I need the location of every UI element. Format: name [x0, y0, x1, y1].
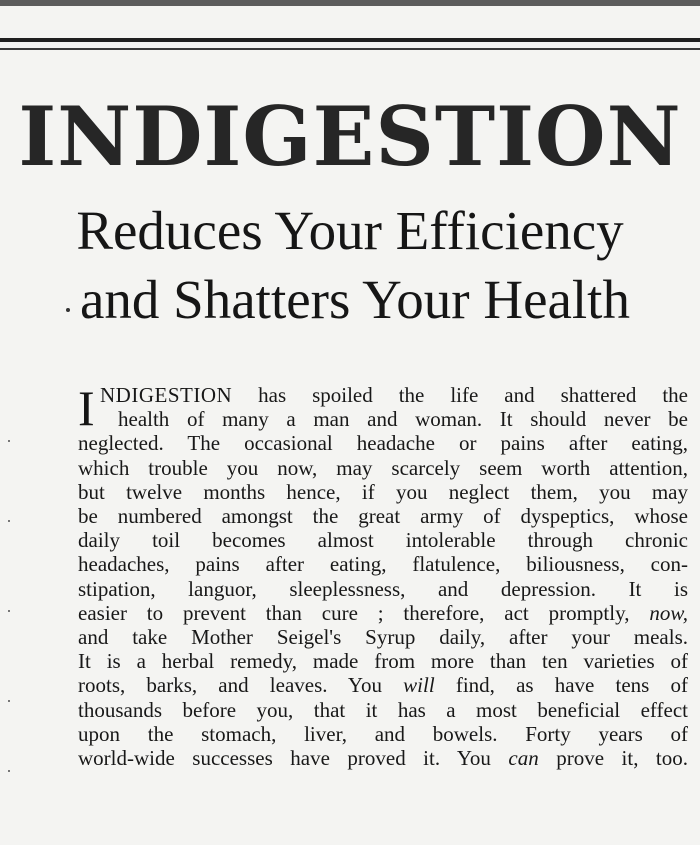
print-speck [8, 440, 10, 442]
body-line [78, 673, 688, 697]
body-line: but twelve months hence, if you neglect them, you may [78, 479, 688, 504]
body-line: upon the stomach, liver, and bowels. Forty years of [78, 721, 688, 746]
body-line-text: prove it, too. [556, 746, 689, 771]
body-line-text: has spoiled the life and shattered the [258, 383, 688, 407]
drop-cap: I [78, 380, 95, 436]
header-double-rule-upper [0, 38, 700, 42]
body-line: headaches, pains after eating, flatulence, biliousness, con- [78, 552, 688, 577]
body-line: health of many a man and woman. It should never be [118, 407, 688, 432]
body-line: neglected. The occasional headache or pains after eating, [78, 431, 688, 456]
print-speck [8, 610, 10, 612]
subheadline-line-1: Reduces Your Efficiency [76, 200, 624, 261]
body-emphasis: will [403, 673, 435, 698]
header-double-rule-lower [0, 48, 700, 50]
body-line: which trouble you now, may scarcely seem worth attention, [78, 455, 688, 480]
body-line-text: easier to prevent than cure ; therefore, act promptly, [78, 600, 630, 625]
body-line: daily toil becomes almost intolerable through chronic [78, 528, 688, 553]
body-line-text: roots, barks, and leaves. You [78, 673, 382, 698]
body-line-text: find, as have tens of [455, 673, 689, 698]
print-speck [8, 520, 10, 522]
print-speck [66, 308, 70, 312]
body-line: be numbered amongst the great army of dyspeptics, whose [78, 504, 688, 529]
body-line: and take Mother Seigel's Syrup daily, after your meals. [78, 625, 688, 650]
body-line: stipation, languor, sleeplessness, and depression. It is [78, 576, 688, 601]
body-paragraph [78, 380, 689, 771]
body-lead-caps: NDIGESTION [100, 383, 233, 407]
print-speck [8, 770, 10, 772]
body-emphasis: can [508, 746, 539, 771]
print-speck [8, 700, 10, 702]
body-emphasis: now, [649, 600, 689, 625]
body-line [78, 601, 688, 625]
body-line [78, 746, 688, 770]
top-border-rule [0, 0, 700, 6]
body-line-text: world-wide successes have proved it. You [78, 746, 491, 771]
subheadline-line-2: and Shatters Your Health [80, 269, 630, 330]
body-line: It is a herbal remedy, made from more than ten varieties of [78, 649, 688, 674]
body-line: thousands before you, that it has a most beneficial effect [78, 697, 688, 722]
headline: INDIGESTION [18, 90, 682, 185]
